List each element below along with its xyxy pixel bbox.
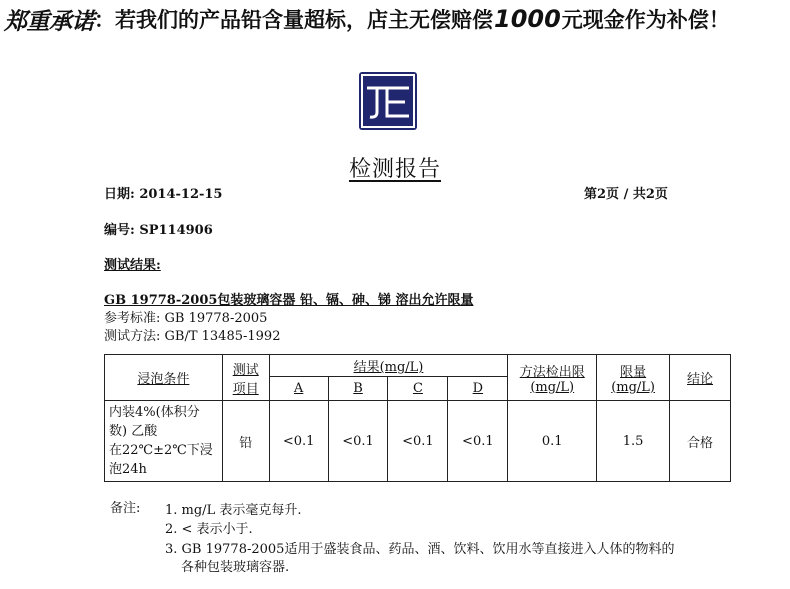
- note-3-continued: 各种包装玻璃容器.: [181, 560, 290, 575]
- cell-item: 铅: [222, 401, 269, 482]
- header-sub-d: D: [448, 377, 508, 401]
- header-sub-b: B: [328, 377, 388, 401]
- header-condition: 浸泡条件: [105, 355, 223, 401]
- header-conclusion: 结论: [670, 355, 731, 401]
- pledge-text: ：若我们的产品铅含量超标，店主无偿赔偿: [94, 7, 493, 32]
- cell-value-c: <0.1: [388, 401, 448, 482]
- cell-detection-limit: 0.1: [508, 401, 597, 482]
- table-row: [105, 401, 731, 482]
- cell-limit: 1.5: [597, 401, 670, 482]
- page-number: 第2页 / 共2页: [584, 187, 668, 202]
- reference-standard: 参考标准: GB 19778-2005: [104, 311, 268, 326]
- results-table: [104, 354, 731, 482]
- cell-value-d: <0.1: [448, 401, 508, 482]
- note-1: 1. mg/L 表示毫克每升.: [165, 503, 302, 518]
- standard-title: GB 19778-2005包装玻璃容器 铅、镉、砷、锑 溶出允许限量: [104, 293, 474, 308]
- page-title: 检测报告: [348, 157, 441, 182]
- header-item: 测试 项目: [222, 355, 269, 401]
- cell-condition: 内装4%(体积分 数) 乙酸 在22℃±2℃下浸 泡24h: [105, 401, 223, 482]
- header-detection-limit: 方法检出限 (mg/L): [508, 355, 597, 401]
- results-heading: 测试结果:: [104, 258, 161, 273]
- cell-value-b: <0.1: [328, 401, 388, 482]
- je-logo-icon: [359, 72, 417, 130]
- header-limit: 限量 (mg/L): [597, 355, 670, 401]
- pledge-label: 郑重承诺: [4, 8, 94, 35]
- cell-value-a: <0.1: [269, 401, 328, 482]
- header-sub-c: C: [388, 377, 448, 401]
- pledge-amount: 1000: [494, 5, 561, 33]
- pledge-text-end: 元现金作为补偿！: [561, 7, 730, 32]
- cell-conclusion: 合格: [670, 401, 731, 482]
- notes-label: 备注:: [110, 501, 141, 516]
- pledge-banner: [4, 2, 786, 36]
- test-method: 测试方法: GB/T 13485-1992: [104, 329, 281, 344]
- lab-logo: [359, 72, 417, 130]
- note-2: 2. < 表示小于.: [165, 522, 253, 537]
- report-number: 编号: SP114906: [104, 223, 213, 238]
- header-result: 结果(mg/L): [269, 355, 508, 377]
- header-sub-a: A: [269, 377, 328, 401]
- note-3: 3. GB 19778-2005适用于盛装食品、药品、酒、饮料、饮用水等直接进入人体的物料的: [165, 542, 675, 557]
- report-date: 日期: 2014-12-15: [104, 187, 223, 202]
